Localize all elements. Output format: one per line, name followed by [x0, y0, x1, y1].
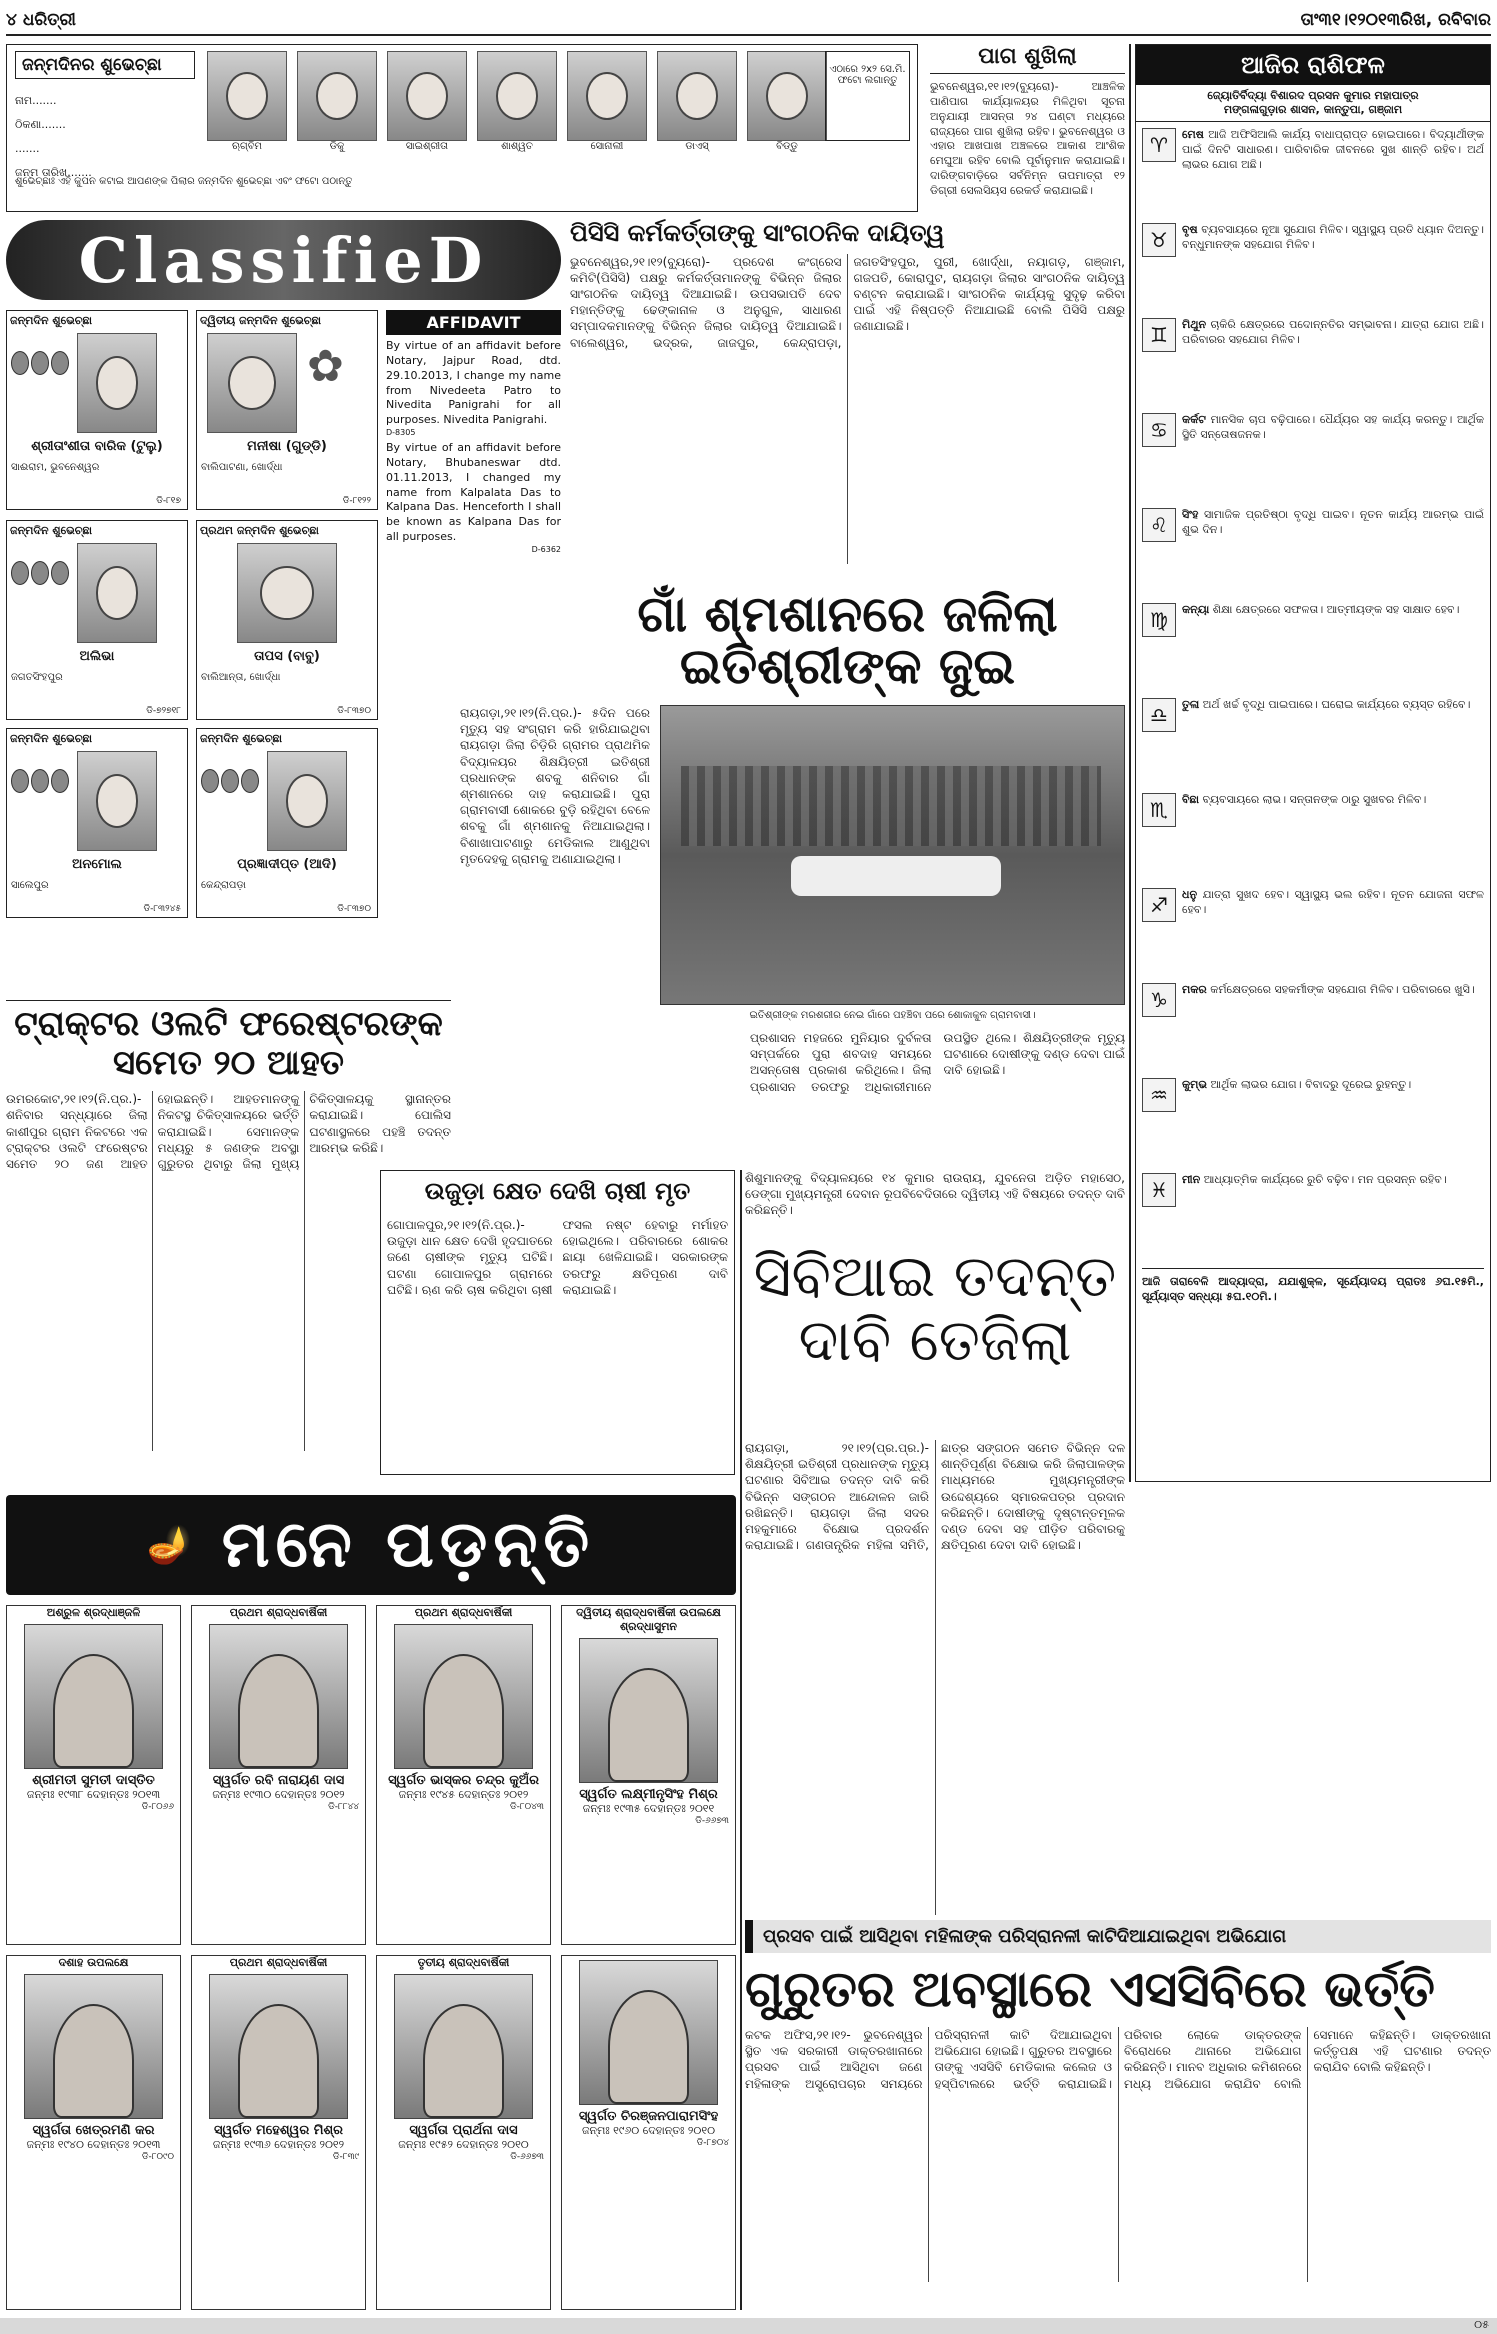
- zodiac-text: ମାନସିକ ଚାପ ବଢ଼ିପାରେ। ଧୈର୍ଯ୍ୟର ସହ କାର୍ଯ୍ୟ କରନ୍ତୁ। ଆର୍ଥିକ ସ୍ଥିତି ସନ୍ତୋଷଜନକ।: [1182, 413, 1484, 441]
- portrait-photo: [24, 1974, 162, 2119]
- tractor-headline: ଟ୍ରାକ୍ଟର ଓଲଟି ଫରେଷ୍ଟରଙ୍କ ସମେତ ୨୦ ଆହତ: [6, 1000, 451, 1083]
- obituary-banner: [6, 1495, 736, 1595]
- zodiac-text: ଚାକିରି କ୍ଷେତ୍ରରେ ପଦୋନ୍ନତିର ସମ୍ଭାବନା। ଯାତ୍ରା ଯୋଗ ଅଛି। ପରିବାରର ସହଯୋଗ ମିଳିବ।: [1182, 318, 1484, 346]
- classified-card: [6, 520, 188, 720]
- zodiac-text: ଆର୍ଥିକ ଲାଭର ଯୋଗ। ବିବାଦରୁ ଦୂରେଇ ରୁହନ୍ତୁ।: [1210, 1078, 1412, 1091]
- obituary-name: ସ୍ୱର୍ଗତ ଭାସ୍କର ଚନ୍ଦ୍ର କୁଅଁର: [388, 1773, 539, 1788]
- column-divider: [1129, 44, 1131, 1482]
- farmer-body: ଗୋପାଳପୁର,୨୧।୧୨(ନି.ପ୍ର.)- ଉଜୁଡ଼ା ଧାନ କ୍ଷେତ ଦେଖି ହୃଦଘାତରେ ଜଣେ ଚାଷୀଙ୍କ ମୃତ୍ୟୁ ଘଟିଛି। ଘଟଣା ଗୋପାଳପୁର ଗ୍ରାମରେ ଘଟିଛି। ଋଣ କରି ଚାଷ କରିଥିବା ଚାଷୀ ଫସଲ ନଷ୍ଟ ହେବାରୁ ମର୍ମାହତ ହୋଇଥିଲେ। ପରିବାରରେ ଶୋକର ଛାୟା ଖେଳିଯାଇଛି। ସରକାରଙ୍କ ତରଫରୁ କ୍ଷତିପୂରଣ ଦାବି କରାଯାଇଛି।: [387, 1218, 728, 1297]
- zodiac-text: ଆଜି ଅଫିସିଆଲି କାର୍ଯ୍ୟ ବାଧାପ୍ରାପ୍ତ ହୋଇପାରେ। ବିଦ୍ୟାର୍ଥୀଙ୍କ ପାଇଁ ଦିନଟି ସାଧାରଣ। ପାରିବାରିକ ଜୀବନରେ ସୁଖ ଶାନ୍ତି ରହିବ। ଅର୍ଥ ଲାଭର ଯୋଗ ଅଛି।: [1182, 128, 1484, 171]
- cbi-body: ରାୟଗଡ଼ା, ୨୧।୧୨(ପ୍ର.ପ୍ର.)- ଶିକ୍ଷୟିତ୍ରୀ ଇତିଶ୍ରୀ ପ୍ରଧାନଙ୍କ ମୃତ୍ୟୁ ଘଟଣାର ସିବିଆଇ ତଦନ୍ତ ଦାବି କରି ବିଭିନ୍ନ ସଙ୍ଗଠନ ଆନ୍ଦୋଳନ ଜାରି ରଖିଛନ୍ତି। ରାୟଗଡ଼ା ଜିଲା ସଦର ମହକୁମାରେ ବିକ୍ଷୋଭ ପ୍ରଦର୍ଶନ କରାଯାଇଛି। ଗଣତାନ୍ତ୍ରିକ ମହିଳା ସମିତି, ଛାତ୍ର ସଙ୍ଗଠନ ସମେତ ବିଭିନ୍ନ ଦଳ ଶାନ୍ତିପୂର୍ଣ୍ଣ ବିକ୍ଷୋଭ କରି ଜିଲାପାଳଙ୍କ ମାଧ୍ୟମରେ ମୁଖ୍ୟମନ୍ତ୍ରୀଙ୍କ ଉଦ୍ଦେଶ୍ୟରେ ସ୍ମାରକପତ୍ର ପ୍ରଦାନ କରିଛନ୍ତି। ଦୋଷୀଙ୍କୁ ଦୃଷ୍ଟାନ୍ତମୂଳକ ଦଣ୍ଡ ଦେବା ସହ ପୀଡ଼ିତ ପରିବାରକୁ କ୍ଷତିପୂରଣ ଦେବା ଦାବି ହୋଇଛି।: [745, 1441, 1125, 1553]
- obituary-dates: ଜନ୍ମଃ ୧୯୩୬ ଦେହାନ୍ତଃ ୨୦୧୨: [212, 2138, 345, 2151]
- portrait-photo: [394, 1624, 532, 1769]
- hospital-article: [745, 1920, 1491, 2310]
- card-name: ତାପସ (ବାବୁ): [254, 649, 320, 664]
- page-date: ତାଂ୩୧।୧୨୦୧୩ରିଖ, ରବିବାର: [1300, 10, 1491, 30]
- child-photo: [747, 51, 827, 141]
- form-note: ଶୁଭେଚ୍ଛାଃ ଏହି କୁପନ କଟାଇ ଆପଣଙ୍କ ପିଲାର ଜନ୍ମଦିନ ଶୁଭେଚ୍ଛା ଏବଂ ଫଟୋ ପଠାନ୍ତୁ: [15, 176, 353, 187]
- hospital-headline: ଗୁରୁତର ଅବସ୍ଥାରେ ଏସସିବିରେ ଭର୍ତ୍ତି: [745, 1960, 1435, 2018]
- page-number: ୦୫: [1474, 2318, 1489, 2331]
- taurus-icon: ♉: [1142, 223, 1176, 257]
- affidavit-title: AFFIDAVIT: [386, 310, 561, 335]
- pcc-headline: ପିସିସି କର୍ମକର୍ତ୍ତାଙ୍କୁ ସାଂଗଠନିକ ଦାୟିତ୍ୱ: [570, 219, 945, 247]
- horoscope-section: [1135, 44, 1491, 1482]
- affidavit-code: D-8305: [386, 428, 416, 438]
- obituary-code: ଡି-୮୮୪୪: [328, 1802, 359, 1812]
- obituary-tag: ଦ୍ୱିତୀୟ ଶ୍ରାଦ୍ଧବାର୍ଷିକୀ ଉପଲକ୍ଷେ ଶ୍ରଦ୍ଧାସୁମନ: [576, 1606, 721, 1633]
- child-photo: [387, 51, 467, 141]
- zodiac-text: ସାମାଜିକ ପ୍ରତିଷ୍ଠା ବୃଦ୍ଧି ପାଇବ। ନୂତନ କାର୍ଯ୍ୟ ଆରମ୍ଭ ପାଇଁ ଶୁଭ ଦିନ।: [1182, 508, 1484, 536]
- zodiac-text: କର୍ମକ୍ଷେତ୍ରରେ ସହକର୍ମୀଙ୍କ ସହଯୋଗ ମିଳିବ। ପରିବାରରେ ଖୁସି।: [1210, 983, 1475, 996]
- zodiac-item: [1142, 1078, 1484, 1170]
- balloons-icon: [11, 769, 69, 793]
- pisces-icon: ♓: [1142, 1173, 1176, 1207]
- horoscope-author: ଜ୍ୟୋତିର୍ବିଦ୍ୟା ବିଶାରଦ ପ୍ରସନ କୁମାର ମହାପାତ୍ର: [1207, 89, 1419, 102]
- classified-card: [6, 310, 188, 510]
- horoscope-title: ଆଜିର ରାଶିଫଳ: [1136, 45, 1490, 85]
- obituary-tag: ଅଶ୍ରୁଳ ଶ୍ରଦ୍ଧାଞ୍ଜଳି: [46, 1606, 141, 1619]
- obituary-dates: ଜନ୍ମଃ ୧୯୩୦ ଦେହାନ୍ତଃ ୨୦୧୨: [212, 1788, 345, 1801]
- child-name: ଋଗ୍ବିମ: [231, 141, 263, 152]
- farmer-headline: ଉଜୁଡ଼ା କ୍ଷେତ ଦେଖି ଚାଷୀ ମୃତ: [424, 1177, 691, 1205]
- card-name: ଅଲିଭା: [79, 649, 115, 664]
- obituary-tag: ଦଶାହ ଉପଲକ୍ଷେ: [58, 1956, 129, 1969]
- classified-card: [196, 728, 378, 918]
- zodiac-text: ବ୍ୟବସାୟରେ ନୂଆ ସୁଯୋଗ ମିଳିବ। ସ୍ୱାସ୍ଥ୍ୟ ପ୍ରତି ଧ୍ୟାନ ଦିଅନ୍ତୁ। ବନ୍ଧୁମାନଙ୍କ ସହଯୋଗ ମିଳିବ।: [1182, 223, 1484, 251]
- obituary-name: ସ୍ୱର୍ଗତ ମହେଶ୍ୱର ମିଶ୍ର: [213, 2123, 343, 2138]
- obituary-dates: ଜନ୍ମଃ ୧୯୩୮ ଦେହାନ୍ତଃ ୨୦୧୩: [26, 1788, 161, 1801]
- zodiac-item: [1142, 983, 1484, 1075]
- child-photo: [267, 751, 347, 851]
- child-photo: [207, 51, 287, 141]
- obituary-dates: ଜନ୍ମଃ ୧୯୫୨ ଦେହାନ୍ତଃ ୨୦୧୦: [398, 2138, 529, 2151]
- cremation-photo-caption: ଇତିଶ୍ରୀଙ୍କ ମରଶରୀର ନେଇ ଗାଁରେ ପହଞ୍ଚିବା ପରେ ଶୋକାକୁଳ ଗ୍ରାମବାସୀ।: [749, 1010, 1036, 1021]
- child-photo-strip: [207, 51, 827, 152]
- zodiac-text: ଶିକ୍ଷା କ୍ଷେତ୍ରରେ ସଫଳତା। ଆତ୍ମୀୟଙ୍କ ସହ ସାକ୍ଷାତ ହେବ।: [1212, 603, 1460, 616]
- pcc-body: ଭୁବନେଶ୍ୱର,୨୧।୧୨(ବ୍ୟୁରୋ)- ପ୍ରଦେଶ କଂଗ୍ରେସ କମିଟି(ପିସିସି) ପକ୍ଷରୁ କର୍ମକର୍ତ୍ତାମାନଙ୍କୁ ବିଭିନ୍ନ ଜିଲାର ସାଂଗଠନିକ ଦାୟିତ୍ୱ ଦିଆଯାଇଛି। ଉପସଭାପତି ଦେବ ମହାନ୍ତିଙ୍କୁ ଢେଙ୍କାନାଳ ଓ ଅନୁଗୁଳ, ସାଧାରଣ ସମ୍ପାଦକମାନଙ୍କୁ ବିଭିନ୍ନ ଜିଲାର ଦାୟିତ୍ୱ ଦିଆଯାଇଛି। ବାଲେଶ୍ୱର, ଭଦ୍ରକ, ଜାଜପୁର, କେନ୍ଦ୍ରାପଡ଼ା, ଜଗତସିଂହପୁର, ପୁରୀ, ଖୋର୍ଦ୍ଧା, ନୟାଗଡ଼, ଗଞ୍ଜାମ, ଗଜପତି, କୋରାପୁଟ, ରାୟଗଡ଼ା ଜିଲାର ସାଂଗଠନିକ ଦାୟିତ୍ୱ ବଣ୍ଟନ କରାଯାଇଛି। ସାଂଗଠନିକ କାର୍ଯ୍ୟକୁ ସୁଦୃଢ଼ କରିବା ପାଇଁ ଏହି ନିଷ୍ପତ୍ତି ନିଆଯାଇଛି ବୋଲି ପିସିସି ପକ୍ଷରୁ ଜଣାଯାଇଛି।: [570, 254, 1125, 350]
- page-header: [6, 6, 1491, 36]
- child-name: ସୋନାଲୀ: [590, 141, 624, 152]
- child-photo: [237, 543, 337, 643]
- horoscope-address: ମଙ୍ଗଳାଗୁଡ଼ାର ଶାସନ, କାନ୍ତୁପା, ଗଞ୍ଜାମ: [1136, 103, 1490, 122]
- birthday-form-title: ଜନ୍ମଦିନର ଶୁଭେଚ୍ଛା: [15, 51, 195, 79]
- column-divider: [740, 1170, 742, 2310]
- child-name: ସାଇଶ୍ରୀତା: [405, 141, 449, 152]
- card-text: କେନ୍ଦ୍ରାପଡ଼ା: [201, 880, 247, 891]
- card-code: ଡି-୮୩୨୪୫: [143, 904, 181, 914]
- portrait-photo: [394, 1974, 532, 2119]
- obituary-tag: ପ୍ରଥମ ଶ୍ରାଦ୍ଧବାର୍ଷିକୀ: [414, 1606, 513, 1619]
- zodiac-name: ମୀନ: [1182, 1173, 1201, 1186]
- balloons-icon: [11, 561, 69, 585]
- obituary-name: ସ୍ୱର୍ଗତ ଲକ୍ଷ୍ମୀନୃସିଂହ ମିଶ୍ର: [579, 1787, 718, 1802]
- zodiac-name: ମେଷ: [1182, 128, 1204, 141]
- weather-body: ଭୁବନେଶ୍ୱର,୧୧।୧୨(ବ୍ୟୁରୋ)- ଆଞ୍ଚଳିକ ପାଣିପାଗ କାର୍ଯ୍ୟାଳୟର ମିଳିଥିବା ସୂଚନା ଅନୁଯାୟୀ ଆସନ୍ତା ୨୪ ଘଣ୍ଟା ମଧ୍ୟରେ ରାଜ୍ୟରେ ପାଗ ଶୁଖିଲା ରହିବ। ଭୁବନେଶ୍ୱର ଓ ଏହାର ଆଖପାଖ ଅଞ୍ଚଳରେ ଆକାଶ ଆଂଶିକ ମେଘୁଆ ରହିବ ବୋଲି ପୂର୍ବାନୁମାନ କରାଯାଇଛି। ଦାରିଙ୍ଗବାଡ଼ିରେ ସର୍ବନିମ୍ନ ତାପମାତ୍ରା ୧୨ ଡିଗ୍ରୀ ସେଲସିୟସ ରେକର୍ଡ କରାଯାଇଛି।: [930, 80, 1125, 197]
- page-footer: [0, 2318, 1497, 2334]
- child-photo: [77, 751, 157, 851]
- aquarius-icon: ♒: [1142, 1078, 1176, 1112]
- libra-icon: ♎: [1142, 698, 1176, 732]
- child-name: ଶାଶ୍ୱତ: [501, 141, 533, 152]
- card-text: ବାଲିପାଟଣା, ଖୋର୍ଦ୍ଧା: [201, 462, 283, 473]
- obituary-card: [376, 1605, 551, 1945]
- card-name: ମନୀଷା (ଗୁଡ୍ଡି): [247, 439, 327, 454]
- capricorn-icon: ♑: [1142, 983, 1176, 1017]
- obituary-code: ଡି-୮୩୯: [332, 2152, 359, 2162]
- cremation-headline: ଗାଁ ଶ୍ମଶାନରେ ଜଳିଲା ଇତିଶ୍ରୀଙ୍କ ଜୁଇ: [637, 584, 1058, 695]
- card-title: ଜନ୍ମଦିନ ଶୁଭେଚ୍ଛା: [10, 524, 93, 537]
- cbi-headline-line1: ସିବିଆଇ ତଦନ୍ତ: [753, 1242, 1117, 1310]
- horoscope-footer: ଆଜି ତାରାବେଳି ଆଦ୍ୟାଦ୍ରା, ଯଯାଶୁକ୍ଳ, ସୂର୍ଯ୍ୟୋଦୟ ପ୍ରାତଃ ୬ଘ.୧୫ମି., ସୂର୍ଯ୍ୟାସ୍ତ ସନ୍ଧ୍ୟା ୫ଘ.୧୦ମି.।: [1142, 1268, 1484, 1305]
- zodiac-name: ବିଛା: [1182, 793, 1199, 806]
- leo-icon: ♌: [1142, 508, 1176, 542]
- obituary-code: ଡି-୮୦୬୬: [141, 1802, 174, 1812]
- cremation-photo: [660, 705, 1125, 1005]
- zodiac-text: ଅର୍ଥ ଖର୍ଚ୍ଚ ବୃଦ୍ଧି ପାଇପାରେ। ଘରୋଇ କାର୍ଯ୍ୟରେ ବ୍ୟସ୍ତ ରହିବେ।: [1202, 698, 1471, 711]
- cancer-icon: ♋: [1142, 413, 1176, 447]
- zodiac-item: [1142, 793, 1484, 885]
- virgo-icon: ♍: [1142, 603, 1176, 637]
- zodiac-item: [1142, 888, 1484, 980]
- zodiac-text: ଆଧ୍ୟାତ୍ମିକ କାର୍ଯ୍ୟରେ ରୁଚି ବଢ଼ିବ। ମନ ପ୍ରସନ୍ନ ରହିବ।: [1203, 1173, 1447, 1186]
- lamp-icon: 🪔: [146, 1525, 192, 1566]
- obituary-code: ଡି-୮୦୯୦: [141, 2152, 174, 2162]
- hospital-kicker: ପ୍ରସବ ପାଇଁ ଆସିଥିବା ମହିଳାଙ୍କ ପରିସ୍ରାନଳୀ କାଟିଦିଆଯାଇଥିବା ଅଭିଯୋଗ: [745, 1920, 1491, 1953]
- card-code: ଡି-୭୨୭୧୮: [146, 706, 181, 716]
- child-name: ଡାଏସ୍: [685, 141, 709, 152]
- zodiac-name: ଧନୁ: [1182, 888, 1198, 901]
- zodiac-item: [1142, 508, 1484, 600]
- classified-card: [6, 728, 188, 918]
- affidavit-column: [386, 310, 561, 650]
- balloons-icon: [11, 351, 69, 375]
- cremation-body-bottom: ପ୍ରଶାସନ ମହଜରେ ମୁନିୟାର ଦୁର୍ବଳତା ସମ୍ପର୍କରେ ପୁରା ଶବଦାହ ସମୟରେ ଅସନ୍ତୋଷ ପ୍ରକାଶ କରିଥିଲେ। ଜିଲା ପ୍ରଶାସନ ତରଫରୁ ଅଧିକାରୀମାନେ ଉପସ୍ଥିତ ଥିଲେ। ଶିକ୍ଷୟିତ୍ରୀଙ୍କ ମୃତ୍ୟୁ ଘଟଣାରେ ଦୋଷୀଙ୍କୁ ଦଣ୍ଡ ଦେବା ପାଇଁ ଦାବି ହୋଇଛି।: [750, 1031, 1125, 1094]
- zodiac-item: [1142, 318, 1484, 410]
- obituary-card: [6, 1605, 181, 1945]
- zodiac-item: [1142, 413, 1484, 505]
- horoscope-list: [1136, 122, 1490, 1311]
- obituary-code: ଡି-୬୬୭୩: [510, 2152, 544, 2162]
- cbi-headline-line2: ଦାବି ତେଜିଲା: [798, 1305, 1072, 1374]
- card-text: ବାଲିଆନ୍ତା, ଖୋର୍ଦ୍ଧା: [201, 672, 281, 683]
- obituary-dates: ଜନ୍ମଃ ୧୯୪୫ ଦେହାନ୍ତଃ ୨୦୧୨: [398, 1788, 529, 1801]
- obituary-card: [561, 1605, 736, 1945]
- card-text: ସାଈରାମ, ଭୁବନେଶ୍ୱର: [11, 462, 100, 473]
- children-article-body: ଶିଶୁମାନଙ୍କୁ ବିଦ୍ୟାଳୟରେ ୧୪ କୁମାର ରାଉରାୟ, ଯୁବନେତା ଅଡ଼ିତ ମହାସେଠ, ଡେଙ୍ଗା ମୁଖ୍ୟମନ୍ତ୍ରୀ ଦେବାନ ରୂପବିବେଦିତାରେ ଦ୍ୱିତୀୟ ଏହି ବିଷୟରେ ତଦନ୍ତ ଦାବି କରିଛନ୍ତି।: [745, 1171, 1125, 1218]
- card-title: ଦ୍ୱିତୀୟ ଜନ୍ମଦିନ ଶୁଭେଚ୍ଛା: [200, 314, 322, 327]
- card-code: ଡି-୮୧୭: [156, 496, 181, 506]
- portrait-photo: [579, 1960, 717, 2105]
- affidavit-text: By virtue of an affidavit before Notary, Bhubaneswar dtd. 01.11.2013, I changed my name from Kalpalata Das to Kalpana Das. Henceforth I shall be known as Kalpana Das for all purposes.: [386, 441, 561, 544]
- card-name: ଅନମୋଲ: [72, 857, 122, 872]
- aries-icon: ♈: [1142, 128, 1176, 162]
- obituary-name: ସ୍ୱର୍ଗତା ପ୍ରାର୍ଥନା ଦାସ: [409, 2123, 518, 2138]
- classified-card: [196, 310, 378, 510]
- obituary-card: [561, 1955, 736, 2310]
- portrait-photo: [209, 1974, 347, 2119]
- photo-slot[interactable]: ଏଠାରେ ୨x୨ ସେ.ମି. ଫଟୋ ଲଗାନ୍ତୁ: [825, 51, 910, 141]
- form-field-name[interactable]: ନାମ.......: [15, 94, 57, 107]
- obituary-card: [6, 1955, 181, 2310]
- card-text: ଜଗତସିଂହପୁର: [11, 672, 63, 683]
- birthday-form: [6, 44, 918, 212]
- zodiac-name: ସିଂହ: [1182, 508, 1199, 521]
- zodiac-item: [1142, 1173, 1484, 1265]
- zodiac-name: ବୃଷ: [1182, 223, 1198, 236]
- card-code: ଡି-୮୧୨୨: [342, 496, 371, 506]
- obituary-code: ଡି-୮୦୪୩: [510, 1802, 544, 1812]
- cbi-headline-block: [745, 1242, 1125, 1445]
- portrait-photo: [24, 1624, 162, 1769]
- zodiac-name: କୁମ୍ଭ: [1182, 1078, 1208, 1091]
- card-title: ପ୍ରଥମ ଜନ୍ମଦିନ ଶୁଭେଚ୍ଛା: [200, 524, 319, 537]
- zodiac-item: [1142, 698, 1484, 790]
- obituary-card: [191, 1605, 366, 1945]
- obituary-banner-text: ମନେ ପଡ଼ନ୍ତି: [221, 1508, 596, 1582]
- obituary-dates: ଜନ୍ମଃ ୧୯୬୦ ଦେହାନ୍ତଃ ୨୦୧୦: [581, 2124, 716, 2137]
- card-name: ପ୍ରଜ୍ଞାଦୀପ୍ତ (ଆଦି): [237, 857, 337, 872]
- zodiac-name: କନ୍ୟା: [1182, 603, 1210, 616]
- cremation-headline-block: [570, 585, 1125, 695]
- balloons-icon: [201, 769, 259, 793]
- card-title: ଜନ୍ମଦିନ ଶୁଭେଚ୍ଛା: [10, 314, 93, 327]
- obituary-tag: ପ୍ରଥମ ଶ୍ରାଦ୍ଧବାର୍ଷିକୀ: [229, 1606, 328, 1619]
- card-code: ଡି-୮୩୭୦: [337, 706, 371, 716]
- zodiac-name: ମକର: [1182, 983, 1207, 996]
- cremation-body: ରାୟଗଡ଼ା,୨୧।୧୨(ନି.ପ୍ର.)- ୫ଦିନ ପରେ ମୃତ୍ୟୁ ସହ ସଂଗ୍ରାମ କରି ହାରିଯାଇଥିବା ରାୟଗଡ଼ା ଜିଲା ଚିଡ଼ିରି ଗ୍ରାମର ପ୍ରାଥମିକ ବିଦ୍ୟାଳୟର ଶିକ୍ଷୟିତ୍ରୀ ଇତିଶ୍ରୀ ପ୍ରଧାନଙ୍କ ଶବକୁ ଶନିବାର ଗାଁ ଶ୍ମଶାନରେ ଦାହ କରାଯାଇଛି। ପୁରା ଗ୍ରାମବାସୀ ଶୋକରେ ବୁଡ଼ି ରହିଥିବା ବେଳେ ଶବକୁ ଗାଁ ଶ୍ମଶାନକୁ ନିଆଯାଇଥିଲା। ବିଶାଖାପାଟଣାରୁ ମେଡିକାଲ ଆଣୁଥିବା ମୃତଦେହକୁ ଗ୍ରାମକୁ ଅଣାଯାଇଥିଲା।: [460, 706, 650, 866]
- portrait-photo: [579, 1638, 717, 1783]
- affidavit-code: D-6362: [531, 544, 561, 554]
- gemini-icon: ♊: [1142, 318, 1176, 352]
- child-photo: [77, 333, 157, 433]
- zodiac-name: ମିଥୁନ: [1182, 318, 1207, 331]
- obituary-tag: ପ୍ରଥମ ଶ୍ରାଦ୍ଧବାର୍ଷିକୀ: [229, 1956, 328, 1969]
- tractor-body: ଉମରକୋଟ,୨୧।୧୨(ନି.ପ୍ର.)- ଶନିବାର ସନ୍ଧ୍ୟାରେ ଜିଲା କାଶୀପୁର ଗ୍ରାମ ନିକଟରେ ଏକ ଟ୍ରାକ୍ଟର ଓଲଟି ଫରେଷ୍ଟର ସମେତ ୨୦ ଜଣ ଆହତ ହୋଇଛନ୍ତି। ଆହତମାନଙ୍କୁ ନିକଟସ୍ଥ ଚିକିତ୍ସାଳୟରେ ଭର୍ତ୍ତି କରାଯାଇଛି। ସେମାନଙ୍କ ମଧ୍ୟରୁ ୫ ଜଣଙ୍କ ଅବସ୍ଥା ଗୁରୁତର ଥିବାରୁ ଜିଲା ମୁଖ୍ୟ ଚିକିତ୍ସାଳୟକୁ ସ୍ଥାନାନ୍ତର କରାଯାଇଛି। ପୋଲିସ ଘଟଣାସ୍ଥଳରେ ପହଞ୍ଚି ତଦନ୍ତ ଆରମ୍ଭ କରିଛି।: [6, 1092, 451, 1171]
- obituary-name: ଶ୍ରୀମତୀ ସୁମତୀ ଦାସ୍ତିତ: [32, 1773, 155, 1788]
- obituary-dates: ଜନ୍ମଃ ୧୯୪୦ ଦେହାନ୍ତଃ ୨୦୧୩: [26, 2138, 161, 2151]
- obituary-tag: ତୃତୀୟ ଶ୍ରାଦ୍ଧବାର୍ଷିକୀ: [417, 1956, 510, 1969]
- zodiac-name: ତୁଳା: [1182, 698, 1200, 711]
- portrait-photo: [209, 1624, 347, 1769]
- form-field-extra[interactable]: .......: [15, 142, 40, 155]
- flower-icon: ✿: [307, 341, 344, 392]
- scorpio-icon: ♏: [1142, 793, 1176, 827]
- card-text: ସାଲେପୁର: [11, 880, 49, 891]
- zodiac-item: [1142, 603, 1484, 695]
- obituary-section: [6, 1495, 736, 2315]
- zodiac-name: କର୍କଟ: [1182, 413, 1206, 426]
- zodiac-text: ବ୍ୟବସାୟରେ ଲାଭ। ସନ୍ତାନଙ୍କ ଠାରୁ ସୁଖବର ମିଳିବ।: [1202, 793, 1427, 806]
- child-name: ବିଡ୍ଡୁ: [776, 141, 798, 152]
- child-photo: [657, 51, 737, 141]
- zodiac-item: [1142, 128, 1484, 220]
- zodiac-item: [1142, 223, 1484, 315]
- obituary-name: ସ୍ୱର୍ଗତ ରବି ନାରାୟଣ ଦାସ: [212, 1773, 345, 1788]
- child-name: ଡିକୁ: [329, 141, 345, 152]
- sagittarius-icon: ♐: [1142, 888, 1176, 922]
- child-photo: [477, 51, 557, 141]
- farmer-article: [380, 1170, 735, 1475]
- classified-banner: [6, 220, 561, 300]
- hospital-body: କଟକ ଅଫିସ,୨୧।୧୨- ଭୁବନେଶ୍ୱର ସ୍ଥିତ ଏକ ସରକାରୀ ଡାକ୍ତରଖାନାରେ ପ୍ରସବ ପାଇଁ ଆସିଥିବା ଜଣେ ମହିଳାଙ୍କ ଅସ୍ତ୍ରୋପଚାର ସମୟରେ ପରିସ୍ରାନଳୀ କାଟି ଦିଆଯାଇଥିବା ଅଭିଯୋଗ ହୋଇଛି। ଗୁରୁତର ଅବସ୍ଥାରେ ତାଙ୍କୁ ଏସସିବି ମେଡିକାଲ କଲେଜ ଓ ହସ୍ପିଟାଲରେ ଭର୍ତ୍ତି କରାଯାଇଛି। ପରିବାର ଲୋକେ ଡାକ୍ତରଙ୍କ ବିରୋଧରେ ଥାନାରେ ଅଭିଯୋଗ କରିଛନ୍ତି। ମାନବ ଅଧିକାର କମିଶନରେ ମଧ୍ୟ ଅଭିଯୋଗ କରାଯିବ ବୋଲି ସେମାନେ କହିଛନ୍ତି। ଡାକ୍ତରଖାନା କର୍ତ୍ତୃପକ୍ଷ ଏହି ଘଟଣାର ତଦନ୍ତ କରାଯିବ ବୋଲି କହିଛନ୍ତି।: [745, 2028, 1491, 2091]
- child-photo: [207, 333, 297, 433]
- card-code: ଡି-୮୩୭୦: [337, 904, 371, 914]
- obituary-card: [376, 1955, 551, 2310]
- form-field-address[interactable]: ଠିକଣା.......: [15, 118, 66, 131]
- child-photo: [567, 51, 647, 141]
- classified-card: [196, 520, 378, 720]
- zodiac-text: ଯାତ୍ରା ସୁଖଦ ହେବ। ସ୍ୱାସ୍ଥ୍ୟ ଭଲ ରହିବ। ନୂତନ ଯୋଜନା ସଫଳ ହେବ।: [1182, 888, 1484, 916]
- obituary-code: ଡି-୬୬୭୩: [695, 1816, 729, 1826]
- obituary-name: ସ୍ୱର୍ଗତ ଚିରଞ୍ଜନପାରାମସିଂହ: [578, 2109, 719, 2124]
- classified-banner-text: ClassifieD: [78, 223, 489, 297]
- card-title: ଜନ୍ମଦିନ ଶୁଭେଚ୍ଛା: [200, 732, 283, 745]
- child-photo: [297, 51, 377, 141]
- pcc-article: [570, 220, 1125, 580]
- obituary-dates: ଜନ୍ମଃ ୧୯୩୫ ଦେହାନ୍ତଃ ୨୦୧୧: [582, 1802, 715, 1815]
- page-folio: ୪ ଧରିତ୍ରୀ: [6, 10, 76, 30]
- child-photo: [77, 543, 157, 643]
- weather-headline: ପାଗ ଶୁଖିଲା: [930, 44, 1125, 74]
- card-title: ଜନ୍ମଦିନ ଶୁଭେଚ୍ଛା: [10, 732, 93, 745]
- form-field-dob[interactable]: ଜନ୍ମ ତାରିଖ.......: [15, 166, 92, 179]
- obituary-code: ଡି-୮୭୦୪: [696, 2138, 729, 2148]
- obituary-name: ସ୍ୱର୍ଗତା ଖେତ୍ରମଣି କର: [32, 2123, 155, 2138]
- card-name: ଶ୍ରୀତାଂଶୀତା ବାରିକ (ଟୁଲୁ): [31, 439, 163, 454]
- obituary-card: [191, 1955, 366, 2310]
- affidavit-text: By virtue of an affidavit before Notary, Jajpur Road, dtd. 29.10.2013, I change my name from Nivedeeta Patro to Nivedita Panigrahi for all purposes. Nivedita Panigrahi.: [386, 339, 561, 427]
